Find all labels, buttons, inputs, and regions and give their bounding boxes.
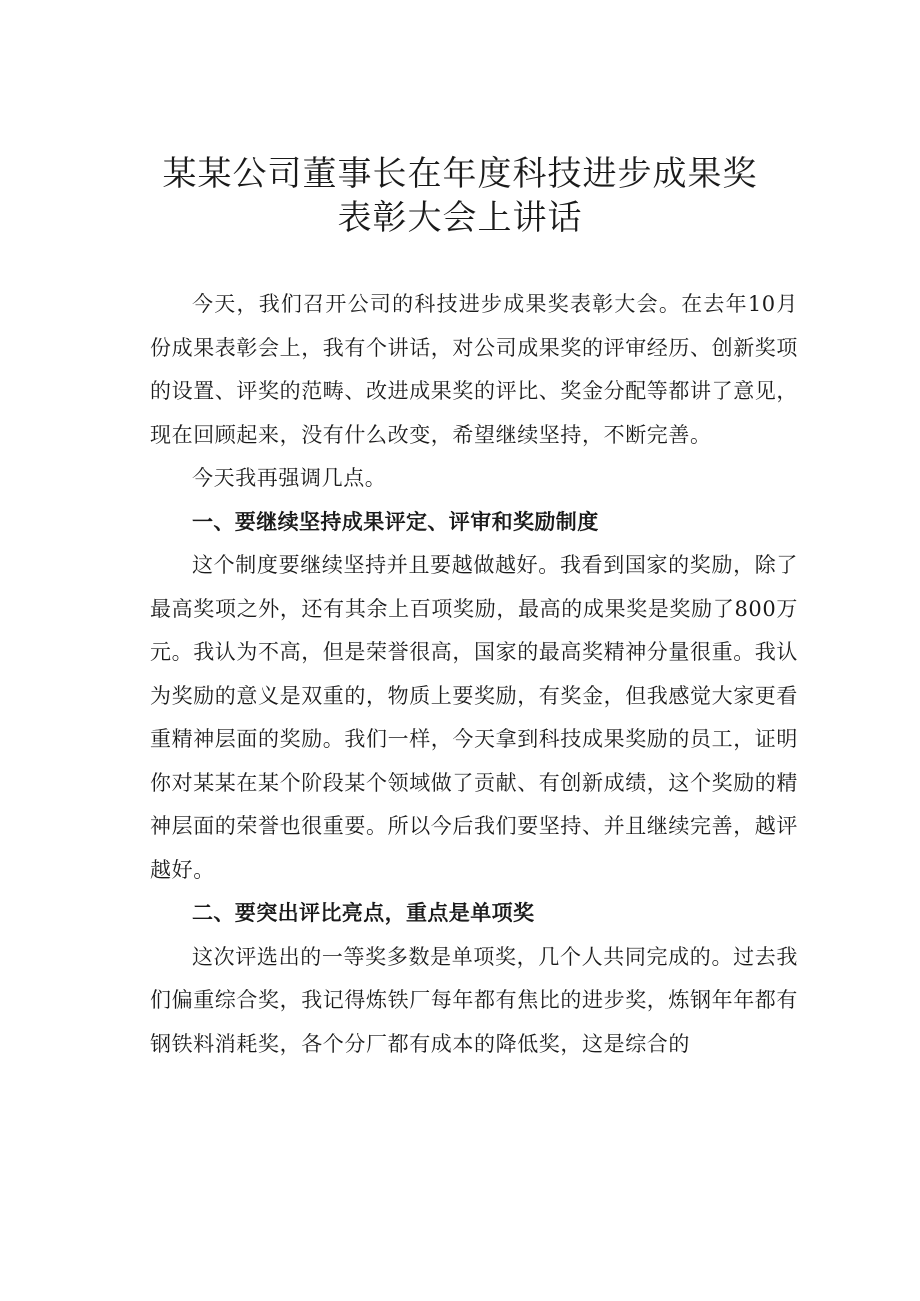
section-1-heading: 一、要继续坚持成果评定、评审和奖励制度: [192, 509, 599, 534]
document-title-line-2: 表彰大会上讲话: [337, 198, 583, 238]
section-2-paragraph: 这次评选出的一等奖多数是单项奖，几个人共同完成的。过去我们偏重综合奖，我记得炼铁厂每年都有焦比的进步奖，炼钢年年都有钢铁料消耗奖，各个分厂都有成本的降低奖，这是综合的: [150, 944, 798, 1056]
document-body: [150, 283, 798, 1066]
section-1-paragraph: 这个制度要继续坚持并且要越做越好。我看到国家的奖励，除了最高奖项之外，还有其余上百项奖励，最高的成果奖是奖励了800万元。我认为不高，但是荣誉很高，国家的最高奖精神分量很重。我认为奖励的意义是双重的，物质上要奖励，有奖金，但我感觉大家更看重精神层面的奖励。我们一样，今天拿到科技成果奖励的员工，证明你对某某在某个阶段某个领域做了贡献、有创新成绩，这个奖励的精神层面的荣誉也很重要。所以今后我们要坚持、并且继续完善，越评越好。: [150, 553, 798, 882]
section-2-heading: 二、要突出评比亮点，重点是单项奖: [192, 901, 535, 925]
document-title-line-1: 某某公司董事长在年度科技进步成果奖: [162, 154, 758, 194]
intro-paragraph: 今天，我们召开公司的科技进步成果奖表彰大会。在去年10月份成果表彰会上，我有个讲话，对公司成果奖的评审经历、创新奖项的设置、评奖的范畴、改进成果奖的评比、奖金分配等都讲了意见，现在回顾起来，没有什么改变，希望继续坚持，不断完善。: [150, 292, 798, 447]
emphasis-paragraph: 今天我再强调几点。: [192, 466, 387, 490]
